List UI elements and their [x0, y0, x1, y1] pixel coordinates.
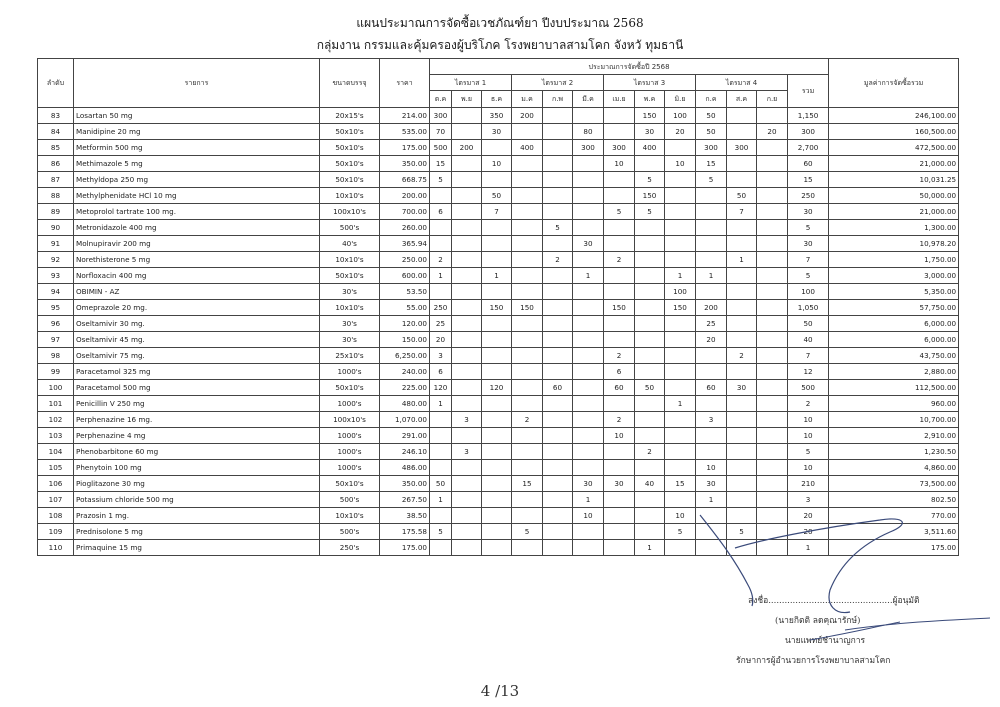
cell-no: 95	[38, 300, 74, 316]
cell-month-qty: 1	[665, 396, 696, 412]
header-price: ราคา	[380, 59, 430, 108]
cell-no: 106	[38, 476, 74, 492]
cell-item: Phenobarbitone 60 mg	[74, 444, 320, 460]
cell-month-qty: 150	[665, 300, 696, 316]
cell-item: Norethisterone 5 mg	[74, 252, 320, 268]
header-month: ส.ค	[727, 91, 757, 108]
cell-value: 10,031.25	[829, 172, 959, 188]
cell-value: 73,500.00	[829, 476, 959, 492]
header-month: ก.ย	[757, 91, 788, 108]
cell-price: 175.58	[380, 524, 430, 540]
cell-item: Prazosin 1 mg.	[74, 508, 320, 524]
cell-item: OBIMIN - AZ	[74, 284, 320, 300]
cell-price: 200.00	[380, 188, 430, 204]
cell-item: Manidipine 20 mg	[74, 124, 320, 140]
cell-month-qty: 150	[482, 300, 512, 316]
cell-month-qty: 200	[696, 300, 727, 316]
cell-month-qty: 1	[727, 252, 757, 268]
cell-item: Methyldopa 250 mg	[74, 172, 320, 188]
cell-no: 90	[38, 220, 74, 236]
cell-month-qty: 3	[452, 444, 482, 460]
cell-month-qty: 15	[430, 156, 452, 172]
cell-total: 300	[788, 124, 829, 140]
cell-item: Perphenazine 16 mg.	[74, 412, 320, 428]
cell-price: 260.00	[380, 220, 430, 236]
cell-month-qty: 200	[512, 108, 543, 124]
cell-price: 350.00	[380, 156, 430, 172]
cell-month-qty: 7	[727, 204, 757, 220]
cell-price: 120.00	[380, 316, 430, 332]
cell-item: Norfloxacin 400 mg	[74, 268, 320, 284]
cell-month-qty: 1	[482, 268, 512, 284]
signer-name: (นายกิตติ ลดคุณารักษ์)	[775, 616, 861, 626]
cell-month-qty: 1	[430, 268, 452, 284]
cell-no: 98	[38, 348, 74, 364]
cell-price: 38.50	[380, 508, 430, 524]
cell-month-qty: 250	[430, 300, 452, 316]
sign-label: ลงชื่อ	[748, 596, 769, 606]
cell-value: 2,880.00	[829, 364, 959, 380]
cell-month-qty: 1	[665, 268, 696, 284]
cell-item: Perphenazine 4 mg	[74, 428, 320, 444]
header-quarter-2: ไตรมาส 2	[512, 75, 604, 91]
cell-no: 85	[38, 140, 74, 156]
cell-pack: 1000's	[320, 364, 380, 380]
cell-month-qty: 100	[665, 108, 696, 124]
cell-value: 43,750.00	[829, 348, 959, 364]
cell-month-qty: 400	[512, 140, 543, 156]
cell-month-qty: 60	[543, 380, 573, 396]
cell-pack: 30's	[320, 316, 380, 332]
cell-value: 6,000.00	[829, 332, 959, 348]
cell-month-qty: 2	[727, 348, 757, 364]
cell-month-qty: 7	[482, 204, 512, 220]
header-month: มี.ค	[573, 91, 604, 108]
header-month: มิ.ย	[665, 91, 696, 108]
cell-month-qty: 2	[604, 348, 635, 364]
cell-month-qty: 200	[452, 140, 482, 156]
cell-pack: 50x10's	[320, 268, 380, 284]
cell-total: 2	[788, 396, 829, 412]
cell-price: 600.00	[380, 268, 430, 284]
cell-no: 109	[38, 524, 74, 540]
header-value: มูลค่าการจัดซื้อรวม	[829, 59, 959, 108]
header-plan: ประมาณการจัดซื้อปี 2568	[430, 59, 829, 75]
cell-price: 267.50	[380, 492, 430, 508]
cell-pack: 100x10's	[320, 412, 380, 428]
cell-item: Prednisolone 5 mg	[74, 524, 320, 540]
header-month: ม.ค	[512, 91, 543, 108]
cell-month-qty: 300	[696, 140, 727, 156]
cell-month-qty: 5	[430, 524, 452, 540]
cell-total: 500	[788, 380, 829, 396]
cell-total: 1,150	[788, 108, 829, 124]
cell-price: 480.00	[380, 396, 430, 412]
cell-month-qty: 50	[482, 188, 512, 204]
cell-price: 668.75	[380, 172, 430, 188]
header-month: ต.ค	[430, 91, 452, 108]
cell-month-qty: 25	[430, 316, 452, 332]
cell-value: 960.00	[829, 396, 959, 412]
cell-month-qty: 30	[482, 124, 512, 140]
cell-no: 84	[38, 124, 74, 140]
cell-price: 175.00	[380, 540, 430, 556]
cell-price: 291.00	[380, 428, 430, 444]
cell-month-qty: 500	[430, 140, 452, 156]
cell-item: Paracetamol 500 mg	[74, 380, 320, 396]
cell-month-qty: 25	[696, 316, 727, 332]
header-month: พ.ค	[635, 91, 665, 108]
cell-total: 250	[788, 188, 829, 204]
cell-month-qty: 20	[757, 124, 788, 140]
cell-total: 1,050	[788, 300, 829, 316]
cell-no: 103	[38, 428, 74, 444]
cell-pack: 10x10's	[320, 252, 380, 268]
cell-price: 225.00	[380, 380, 430, 396]
cell-value: 21,000.00	[829, 204, 959, 220]
cell-month-qty: 15	[696, 156, 727, 172]
cell-month-qty: 350	[482, 108, 512, 124]
cell-pack: 10x10's	[320, 188, 380, 204]
cell-price: 486.00	[380, 460, 430, 476]
cell-month-qty: 70	[430, 124, 452, 140]
cell-month-qty: 150	[635, 188, 665, 204]
cell-pack: 40's	[320, 236, 380, 252]
cell-total: 5	[788, 444, 829, 460]
cell-total: 5	[788, 268, 829, 284]
cell-month-qty: 10	[604, 156, 635, 172]
cell-month-qty: 30	[573, 236, 604, 252]
cell-month-qty: 40	[635, 476, 665, 492]
cell-month-qty: 1	[573, 268, 604, 284]
cell-pack: 100x10's	[320, 204, 380, 220]
cell-price: 175.00	[380, 140, 430, 156]
cell-pack: 20x15's	[320, 108, 380, 124]
document-subtitle: กลุ่มงาน กรรมและคุ้มครองผู้บริโภค โรงพยาบาลสามโคก จังหวั ทุมธานี	[316, 38, 684, 52]
cell-month-qty: 10	[665, 508, 696, 524]
cell-month-qty: 60	[696, 380, 727, 396]
cell-pack: 10x10's	[320, 508, 380, 524]
cell-no: 93	[38, 268, 74, 284]
cell-total: 20	[788, 524, 829, 540]
cell-month-qty: 10	[573, 508, 604, 524]
cell-value: 21,000.00	[829, 156, 959, 172]
cell-no: 99	[38, 364, 74, 380]
cell-month-qty: 300	[604, 140, 635, 156]
cell-month-qty: 5	[696, 172, 727, 188]
cell-price: 350.00	[380, 476, 430, 492]
cell-value: 160,500.00	[829, 124, 959, 140]
cell-total: 50	[788, 316, 829, 332]
cell-month-qty: 150	[604, 300, 635, 316]
cell-month-qty: 2	[604, 412, 635, 428]
cell-value: 6,000.00	[829, 316, 959, 332]
cell-month-qty: 30	[727, 380, 757, 396]
cell-value: 10,978.20	[829, 236, 959, 252]
cell-month-qty: 80	[573, 124, 604, 140]
cell-month-qty: 10	[665, 156, 696, 172]
cell-no: 91	[38, 236, 74, 252]
cell-value: 1,750.00	[829, 252, 959, 268]
cell-month-qty: 6	[430, 364, 452, 380]
cell-item: Pioglitazone 30 mg	[74, 476, 320, 492]
cell-total: 10	[788, 412, 829, 428]
header-no: ลำดับ	[38, 59, 74, 108]
cell-value: 3,511.60	[829, 524, 959, 540]
cell-pack: 50x10's	[320, 156, 380, 172]
cell-no: 102	[38, 412, 74, 428]
cell-month-qty: 5	[635, 172, 665, 188]
cell-month-qty: 50	[727, 188, 757, 204]
cell-month-qty: 120	[482, 380, 512, 396]
cell-month-qty: 1	[696, 268, 727, 284]
cell-month-qty: 6	[604, 364, 635, 380]
cell-month-qty: 1	[635, 540, 665, 556]
cell-item: Metronidazole 400 mg	[74, 220, 320, 236]
cell-no: 107	[38, 492, 74, 508]
cell-pack: 1000's	[320, 460, 380, 476]
cell-item: Paracetamol 325 mg	[74, 364, 320, 380]
cell-month-qty: 400	[635, 140, 665, 156]
cell-month-qty: 2	[543, 252, 573, 268]
cell-month-qty: 5	[665, 524, 696, 540]
cell-month-qty: 120	[430, 380, 452, 396]
cell-price: 214.00	[380, 108, 430, 124]
cell-month-qty: 3	[430, 348, 452, 364]
header-quarter-1: ไตรมาส 1	[430, 75, 512, 91]
cell-total: 1	[788, 540, 829, 556]
cell-no: 101	[38, 396, 74, 412]
header-month: ธ.ค	[482, 91, 512, 108]
cell-month-qty: 6	[430, 204, 452, 220]
cell-month-qty: 30	[696, 476, 727, 492]
cell-pack: 500's	[320, 492, 380, 508]
cell-price: 6,250.00	[380, 348, 430, 364]
cell-no: 86	[38, 156, 74, 172]
cell-pack: 10x10's	[320, 300, 380, 316]
cell-no: 94	[38, 284, 74, 300]
cell-pack: 250's	[320, 540, 380, 556]
cell-month-qty: 50	[430, 476, 452, 492]
cell-pack: 50x10's	[320, 380, 380, 396]
cell-month-qty: 20	[696, 332, 727, 348]
cell-total: 3	[788, 492, 829, 508]
cell-month-qty: 5	[604, 204, 635, 220]
header-month: ก.ค	[696, 91, 727, 108]
cell-price: 250.00	[380, 252, 430, 268]
cell-month-qty: 10	[604, 428, 635, 444]
cell-total: 60	[788, 156, 829, 172]
cell-value: 802.50	[829, 492, 959, 508]
cell-value: 4,860.00	[829, 460, 959, 476]
cell-month-qty: 60	[604, 380, 635, 396]
header-month: พ.ย	[452, 91, 482, 108]
cell-item: Penicillin V 250 mg	[74, 396, 320, 412]
cell-no: 110	[38, 540, 74, 556]
cell-month-qty: 15	[512, 476, 543, 492]
cell-month-qty: 2	[635, 444, 665, 460]
cell-value: 10,700.00	[829, 412, 959, 428]
cell-month-qty: 2	[430, 252, 452, 268]
cell-month-qty: 300	[573, 140, 604, 156]
cell-pack: 30's	[320, 332, 380, 348]
cell-total: 5	[788, 220, 829, 236]
cell-price: 246.10	[380, 444, 430, 460]
cell-total: 15	[788, 172, 829, 188]
cell-value: 1,300.00	[829, 220, 959, 236]
cell-no: 100	[38, 380, 74, 396]
cell-item: Primaquine 15 mg	[74, 540, 320, 556]
cell-item: Oseltamivir 45 mg.	[74, 332, 320, 348]
cell-pack: 1000's	[320, 396, 380, 412]
cell-month-qty: 5	[635, 204, 665, 220]
cell-value: 5,350.00	[829, 284, 959, 300]
document-title: แผนประมาณการจัดซื้อเวชภัณฑ์ยา ปีงบประมาณ 2568	[356, 16, 644, 30]
cell-total: 40	[788, 332, 829, 348]
cell-month-qty: 5	[512, 524, 543, 540]
cell-pack: 50x10's	[320, 172, 380, 188]
cell-month-qty: 300	[727, 140, 757, 156]
cell-item: Methimazole 5 mg	[74, 156, 320, 172]
cell-month-qty: 10	[482, 156, 512, 172]
cell-item: Metformin 500 mg	[74, 140, 320, 156]
cell-month-qty: 2	[604, 252, 635, 268]
cell-pack: 50x10's	[320, 124, 380, 140]
cell-month-qty: 5	[543, 220, 573, 236]
cell-no: 88	[38, 188, 74, 204]
cell-month-qty: 15	[665, 476, 696, 492]
cell-item: Molnupiravir 200 mg	[74, 236, 320, 252]
cell-month-qty: 1	[696, 492, 727, 508]
cell-total: 2,700	[788, 140, 829, 156]
cell-item: Oseltamivir 30 mg.	[74, 316, 320, 332]
cell-month-qty: 3	[696, 412, 727, 428]
cell-month-qty: 5	[727, 524, 757, 540]
cell-total: 10	[788, 460, 829, 476]
cell-pack: 30's	[320, 284, 380, 300]
cell-value: 1,230.50	[829, 444, 959, 460]
cell-price: 365.94	[380, 236, 430, 252]
cell-value: 57,750.00	[829, 300, 959, 316]
cell-value: 246,100.00	[829, 108, 959, 124]
cell-price: 53.50	[380, 284, 430, 300]
cell-month-qty: 150	[512, 300, 543, 316]
header-total: รวม	[788, 75, 829, 108]
cell-no: 87	[38, 172, 74, 188]
cell-month-qty: 5	[430, 172, 452, 188]
header-month: เม.ย	[604, 91, 635, 108]
cell-pack: 25x10's	[320, 348, 380, 364]
cell-total: 12	[788, 364, 829, 380]
cell-value: 50,000.00	[829, 188, 959, 204]
signer-position: นายแพทย์ชำนาญการ	[785, 636, 866, 646]
cell-price: 700.00	[380, 204, 430, 220]
cell-item: Losartan 50 mg	[74, 108, 320, 124]
cell-month-qty: 1	[430, 492, 452, 508]
cell-value: 112,500.00	[829, 380, 959, 396]
cell-total: 7	[788, 252, 829, 268]
cell-month-qty: 150	[635, 108, 665, 124]
cell-value: 175.00	[829, 540, 959, 556]
cell-pack: 1000's	[320, 428, 380, 444]
cell-pack: 500's	[320, 220, 380, 236]
cell-value: 2,910.00	[829, 428, 959, 444]
sign-dots: ..............................................	[768, 596, 893, 606]
cell-month-qty: 2	[512, 412, 543, 428]
cell-month-qty: 20	[665, 124, 696, 140]
cell-value: 472,500.00	[829, 140, 959, 156]
cell-item: Methylphenidate HCl 10 mg	[74, 188, 320, 204]
cell-item: Oseltamivir 75 mg.	[74, 348, 320, 364]
cell-no: 92	[38, 252, 74, 268]
cell-item: Omeprazole 20 mg.	[74, 300, 320, 316]
cell-no: 96	[38, 316, 74, 332]
cell-month-qty: 50	[696, 124, 727, 140]
cell-item: Metoprolol tartrate 100 mg.	[74, 204, 320, 220]
cell-no: 97	[38, 332, 74, 348]
cell-total: 100	[788, 284, 829, 300]
cell-value: 3,000.00	[829, 268, 959, 284]
cell-price: 150.00	[380, 332, 430, 348]
cell-value: 770.00	[829, 508, 959, 524]
cell-month-qty: 300	[430, 108, 452, 124]
cell-no: 89	[38, 204, 74, 220]
cell-total: 30	[788, 204, 829, 220]
cell-month-qty: 1	[430, 396, 452, 412]
cell-total: 10	[788, 428, 829, 444]
page-number: 4 /13	[480, 682, 520, 700]
cell-total: 210	[788, 476, 829, 492]
cell-total: 20	[788, 508, 829, 524]
cell-month-qty: 1	[573, 492, 604, 508]
cell-price: 55.00	[380, 300, 430, 316]
cell-price: 535.00	[380, 124, 430, 140]
cell-no: 108	[38, 508, 74, 524]
cell-pack: 500's	[320, 524, 380, 540]
cell-total: 7	[788, 348, 829, 364]
header-item: รายการ	[74, 59, 320, 108]
cell-item: Potassium chloride 500 mg	[74, 492, 320, 508]
cell-month-qty: 100	[665, 284, 696, 300]
cell-no: 83	[38, 108, 74, 124]
header-quarter-3: ไตรมาส 3	[604, 75, 696, 91]
header-pack: ขนาดบรรจุ	[320, 59, 380, 108]
cell-price: 240.00	[380, 364, 430, 380]
cell-month-qty: 30	[635, 124, 665, 140]
header-month: ก.พ	[543, 91, 573, 108]
cell-month-qty: 10	[696, 460, 727, 476]
cell-pack: 50x10's	[320, 140, 380, 156]
cell-month-qty: 20	[430, 332, 452, 348]
cell-month-qty: 30	[604, 476, 635, 492]
cell-pack: 50x10's	[320, 476, 380, 492]
cell-price: 1,070.00	[380, 412, 430, 428]
cell-total: 30	[788, 236, 829, 252]
cell-item: Phenytoin 100 mg	[74, 460, 320, 476]
cell-month-qty: 50	[635, 380, 665, 396]
header-quarter-4: ไตรมาส 4	[696, 75, 788, 91]
cell-no: 105	[38, 460, 74, 476]
cell-month-qty: 30	[573, 476, 604, 492]
approver-label: ผู้อนุมัติ	[892, 596, 920, 606]
cell-pack: 1000's	[320, 444, 380, 460]
cell-month-qty: 50	[696, 108, 727, 124]
signer-acting: รักษาการผู้อำนวยการโรงพยาบาลสามโคก	[736, 656, 891, 666]
cell-month-qty: 3	[452, 412, 482, 428]
cell-no: 104	[38, 444, 74, 460]
